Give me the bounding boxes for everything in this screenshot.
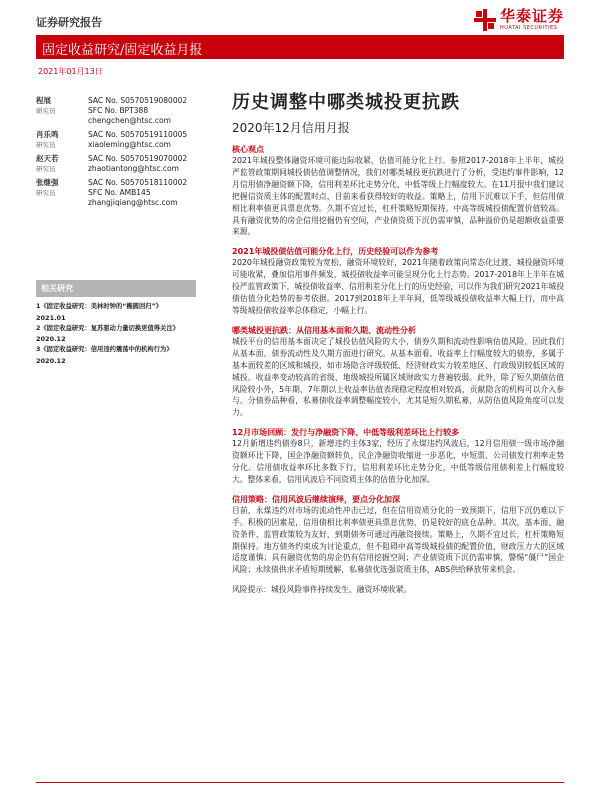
related-report-link[interactable]: 2《固定收益研究：复苏驱动力量切换更值得关注》 <box>36 324 179 332</box>
analyst-role: 研究员 <box>36 189 56 197</box>
analyst-list <box>36 96 196 212</box>
main-content <box>232 92 564 596</box>
analyst-entry <box>36 130 196 150</box>
related-report-link[interactable]: 3《固定收益研究：信用违约震荡中的机构行为》 <box>36 346 173 353</box>
analyst-name: 肖乐鸣 <box>36 130 59 139</box>
analyst-sfc: SFC No. BPT388 <box>88 106 149 115</box>
analyst-entry <box>36 154 196 174</box>
section-paragraph: 目前，永煤违约对市场的流动性冲击已过，但在信用资质分化的一致预期下，信用下沉仍难以下手。积极的因素是，信用债相比利率债更具票息优势，仍是较好的底仓品种。其次，基本面、融资条件、监管政策较为友好，到期债务可通过再融资接续。策略上，久期不宜过长，杠杆策略短期保持。地方债务约束成为讨论重点，但不阻碍中高等级城投债的配置价值，财政压力大的区域适度谨慎；具有融资优势的房企仍有信用挖掘空间；产业债资质下沉仍需审慎，警惕“僵尸”国企风险；永续债供求矛盾短期缓解，私募债优选强资质主体，ABS供给释放带来机会。 <box>232 505 564 575</box>
analyst-role: 研究员 <box>36 107 56 115</box>
section-paragraph: 城投平台的信用基本面决定了城投估值风险的大小，债券久期和流动性影响估值风险，因此我们从基本面、债券流动性及久期方面进行研究。从基本面看，收益率上行幅度较大的债券，多属于基本面较差的区域和城投，如市场隐含评级较低、经济财政实力较差地区、行政级别较低区域的城投。收益率变动较高的省级、地级城投所属区域财政实力普遍较弱。此外，除了短久期债估值风险较小外，5年期、7年期以上收益率估值表现稳定程度相对较高，贡献隐含的机构可以介入参与。分债券品种看，私募债收益率调整幅度较小，尤其是短久期私募，从防估值风险角度可以发力。 <box>232 336 564 418</box>
analyst-entry <box>36 96 196 126</box>
logo-name-en: HUATAI SECURITIES <box>499 25 558 31</box>
section-heading: 核心观点 <box>232 145 264 154</box>
analyst-sac: SAC No. S0570519110005 <box>88 130 188 139</box>
analyst-sac: SAC No. S0570519070002 <box>88 154 188 163</box>
related-research <box>36 280 196 368</box>
category-label: 固定收益研究/固定收益月报 <box>42 43 203 58</box>
report-subtitle: 2020年12月信用月报 <box>232 121 350 135</box>
analyst-email[interactable]: zhangjiqiang@htsc.com <box>88 198 178 207</box>
category-banner <box>36 35 564 59</box>
company-logo <box>474 8 564 31</box>
related-report-date: 2020.12 <box>36 356 66 365</box>
related-report-date: 2021.01 <box>36 313 66 322</box>
section-paragraph: 2021年城投整体融资环境可能边际收紧，估值可能分化上行。参照2017-2018年上半年，城投严监管政策期间城投债估值调整情况，我们对哪类城投更抗跌进行了分析，受违约事件影响，12月信用债净融资额下降，信用利差环比走势分化，中低等级上行幅度较大。在11月报中我们建议把握信资质主体的配置时点，目前来看获得较好的收益。策略上，信用下沉难以下手，但信用债相比利率债更具票息优势。久期不宜过长，杠杆策略短期保持。中高等级城投债配置价值较高。具有融资优势的房企信用挖掘仍有空间，产业债资质下沉仍需审慎，品种溢价仍是超额收益重要来源。 <box>232 156 564 237</box>
risk-warning: 风险提示：城投风险事件持续发生、融资环境收紧。 <box>232 585 412 595</box>
related-report-date: 2020.12 <box>36 335 66 343</box>
report-type-label: 证券研究报告 <box>36 16 102 29</box>
analyst-email[interactable]: zhaotiantong@htsc.com <box>88 164 179 173</box>
section-heading: 12月市场回顾：发行与净融资下降、中低等级利差环比上行较多 <box>232 428 460 438</box>
analyst-name: 程展 <box>36 96 51 105</box>
section-paragraph: 12月新增违约债券8只，新增违约主体3家，经历了永煤违约风波后，12月信用债一级市场净融资额环比下降，国企净融资额转负，民企净融资收缩进一步恶化，中短票、公司债发行利率走势分化。信用债收益率环比多数下行，信用利差环比走势分化，中低等级信用债利差上行幅度较大。整体来看，信用风波后不同资质主体的估值分化加深。 <box>232 439 564 484</box>
section-paragraph: 2020年城投融资政策较为宽松，融资环境较好，2021年随着政策向常态化过渡，城投融资环境可能收紧，叠加信用事件频发，城投债收益率可能呈现分化上行态势。2017-2018年上半年在城投严监管政策下，城投债收益率、信用利差分化上行的历史经验，可以作为我们研究2021年城投债估值分化趋势的参考依据。2017到2018年上半年间，低等级城投债收益率大幅上行，而中高等级城投债收益率总体稳定，小幅上行。 <box>232 258 564 315</box>
analyst-email[interactable]: chengchen@htsc.com <box>88 116 171 125</box>
related-report-link[interactable]: 1《固定收益研究：美林时钟的“椭圆回归”》 <box>36 303 163 310</box>
report-date: 2021年01月13日 <box>38 67 103 76</box>
section-heading: 2021年城投债估值可能分化上行，历史经验可以作为参考 <box>232 247 439 257</box>
analyst-email[interactable]: xiaoleming@htsc.com <box>88 140 171 149</box>
analyst-name: 赵天若 <box>36 154 59 163</box>
analyst-role: 研究员 <box>36 141 56 149</box>
analyst-sac: SAC No. S0570519080002 <box>88 96 188 105</box>
logo-name-cn: 华泰证券 <box>499 7 564 25</box>
analyst-entry <box>36 178 196 208</box>
huatai-logo-icon <box>474 9 496 31</box>
analyst-sac: SAC No. S0570518110002 <box>88 178 188 187</box>
section-heading: 信用策略：信用风波后继续演绎，要点分化加深 <box>232 494 400 504</box>
analyst-role: 研究员 <box>36 165 56 173</box>
analyst-sfc: SFC No. AMB145 <box>88 188 151 197</box>
section-heading: 哪类城投更抗跌：从信用基本面和久期、流动性分析 <box>232 325 416 335</box>
analyst-name: 张继强 <box>36 178 59 187</box>
footer-divider <box>36 782 564 783</box>
report-title: 历史调整中哪类城投更抗跌 <box>232 92 460 113</box>
related-research-heading: 相关研究 <box>36 280 196 297</box>
